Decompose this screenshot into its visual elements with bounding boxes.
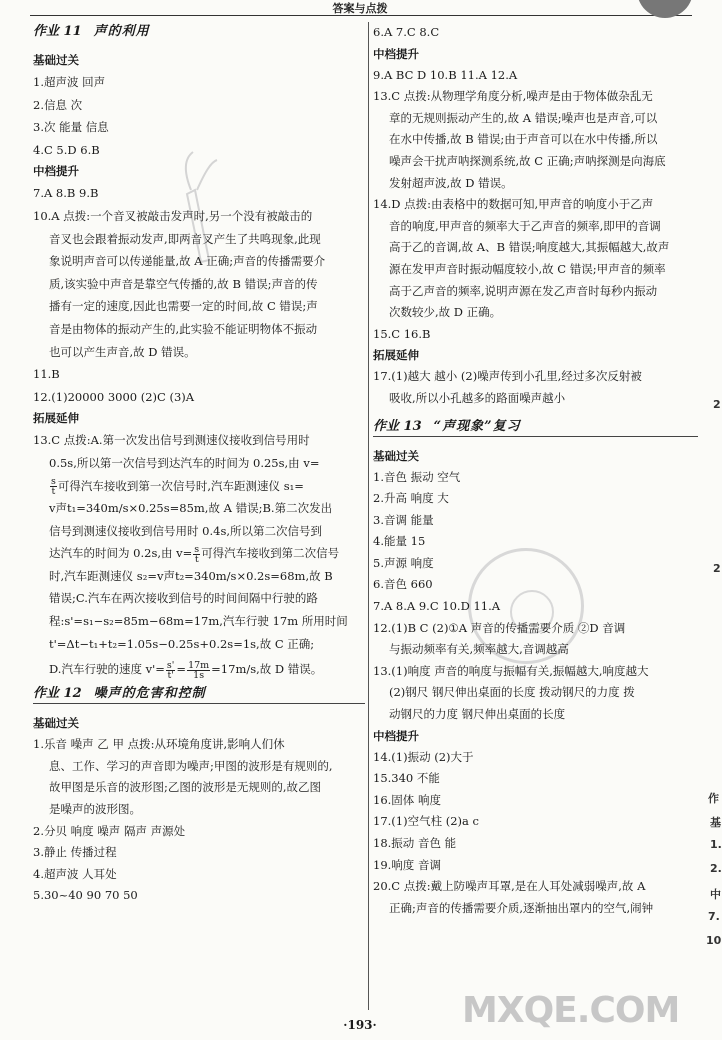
answer-line: 17.(1)空气柱 (2)a c (373, 814, 479, 829)
fraction-s-over-t (193, 545, 200, 564)
answer-line: 动钢尺的力度 钢尺伸出桌面的长度 (389, 707, 566, 722)
fraction-numerator: 17m (188, 659, 210, 671)
answer-line: 20.C 点拨:戴上防噪声耳罩,是在人耳处减弱噪声,故 A (373, 879, 646, 894)
fraction-numerator: s' (166, 659, 175, 671)
answer-line: 时,汽车距测速仪 s₂=v声t₂=340m/s×0.2s=68m,故 B (49, 568, 333, 583)
answer-line: 3.次 能量 信息 (33, 120, 109, 135)
answer-line: 与振动频率有关,频率越大,音调越高 (389, 642, 569, 657)
answer-line: 1.超声波 回声 (33, 75, 106, 89)
edge-glyph: 2 (713, 398, 721, 411)
answer-line: 15.C 16.B (373, 326, 431, 341)
answer-line: 象说明声音可以传递能量,故 A 正确;声音的传播需要介 (49, 254, 326, 269)
answer-line: 正确;声音的传播需要介质,逐渐抽出罩内的空气,闹钟 (389, 900, 654, 915)
fraction-numerator: s (194, 543, 200, 555)
answer-line: 19.响度 音调 (373, 857, 441, 872)
answer-line: 3.静止 传播过程 (33, 845, 117, 860)
hw13-basic-heading: 基础过关 (373, 448, 419, 463)
fraction-s-over-t (50, 477, 57, 496)
answer-line: 次数较少,故 D 正确。 (389, 305, 502, 320)
header-title: 答案与点拨 (332, 2, 388, 15)
answer-line: 在水中传播,故 B 错误;由于声音可以在水中传播,所以 (389, 132, 658, 147)
answer-text: 达汽车的时间为 0.2s,由 v= (49, 546, 193, 561)
answer-line: t'=Δt−t₁+t₂=1.05s−0.25s+0.2s=1s,故 C 正确; (49, 636, 315, 651)
hw11-name: 声的利用 (93, 24, 150, 39)
answer-line: 11.B (33, 367, 60, 382)
fraction-denominator: 1s (193, 669, 205, 681)
answer-line: 9.A BC D 10.B 11.A 12.A (373, 67, 518, 82)
edge-glyph: 基 (710, 816, 721, 829)
hw12-title (33, 685, 365, 704)
fraction-denominator: t' (167, 669, 174, 681)
answer-line: 12.(1)B C (2)①A 声音的传播需要介质 ②D 音调 (373, 620, 626, 635)
answer-line: 15.340 不能 (373, 771, 440, 786)
edge-glyph: 1. (710, 838, 722, 851)
answer-line: 7.A 8.A 9.C 10.D 11.A (373, 599, 501, 614)
answer-line: 13.C 点拨:A.第一次发出信号到测速仪接收到信号用时 (33, 433, 310, 448)
answer-line: 4.超声波 人耳处 (33, 866, 117, 881)
answer-line: 也可以产生声音,故 D 错误。 (49, 344, 196, 359)
answer-line-with-fraction (33, 475, 365, 498)
answer-line: 播有一定的速度,因此也需要一定的时间,故 C 错误;声 (49, 299, 318, 314)
answer-line: 4.能量 15 (373, 534, 426, 549)
answer-line: 13.C 点拨:从物理学角度分析,噪声是由于物体做杂乱无 (373, 89, 653, 104)
fraction-17m-over-1s (187, 661, 210, 680)
fraction-denominator: t (194, 553, 199, 565)
page-number: ·193· (343, 1018, 377, 1032)
answer-text: 可得汽车接收到第一次信号时,汽车距测速仪 s₁= (57, 478, 304, 493)
answer-line: 18.振动 音色 能 (373, 836, 457, 850)
hw13-mid-heading: 中档提升 (373, 728, 419, 743)
answer-line: 13.(1)响度 声音的响度与振幅有关,振幅越大,响度越大 (373, 663, 649, 678)
answer-line: 14.(1)振动 (2)大于 (373, 749, 474, 764)
hw12-mid-heading: 中档提升 (373, 46, 419, 61)
fraction-numerator: s (51, 476, 56, 487)
answer-line: 6.音色 660 (373, 577, 433, 592)
answer-line: 息、工作、学习的声音即为噪声;甲图的波形是有规则的, (49, 758, 333, 773)
answer-line: 发射超声波,故 D 错误。 (389, 175, 513, 190)
edge-glyph: 作 (708, 792, 719, 805)
answer-line: 错误;C.汽车在两次接收到信号的时间间隔中行驶的路 (49, 591, 318, 606)
edge-glyph: 7. (708, 910, 720, 923)
answer-line: 2.分贝 响度 噪声 隔声 声源处 (33, 823, 186, 838)
edge-glyph: 2. (710, 862, 722, 875)
hw13-title (373, 418, 698, 437)
header-rule (30, 15, 692, 16)
answer-text: 可得汽车接收到第二次信号 (201, 546, 340, 561)
answer-line: 1.乐音 噪声 乙 甲 点拨:从环境角度讲,影响人们休 (33, 737, 285, 752)
answer-line: 5.30~40 90 70 50 (33, 888, 138, 903)
answer-line: 1.音色 振动 空气 (373, 469, 461, 484)
edge-glyph: 中 (710, 888, 721, 901)
answer-line: 2.信息 次 (33, 97, 83, 112)
answer-line: 音是由物体的振动产生的,此实验不能证明物体不振动 (49, 321, 318, 336)
answer-line: 4.C 5.D 6.B (33, 142, 100, 157)
answer-line: 质,该实验中声音是靠空气传播的,故 B 错误;声音的传 (49, 276, 318, 291)
answer-line: 高于乙的音调,故 A、B 错误;响度越大,其振幅越大,故声 (389, 240, 670, 255)
answer-line: v声t₁=340m/s×0.25s=85m,故 A 错误;B.第二次发出 (49, 501, 333, 516)
page-header (0, 0, 720, 20)
answer-line: 音的响度,甲声音的频率大于乙声音的频率,即甲的音调 (389, 218, 661, 233)
answer-line: 10.A 点拨:一个音叉被敲击发声时,另一个没有被敲击的 (33, 208, 313, 223)
left-column (33, 22, 365, 907)
answer-line: 6.A 7.C 8.C (373, 25, 440, 39)
answer-line: 14.D 点拨:由表格中的数据可知,甲声音的响度小于乙声 (373, 197, 654, 212)
column-divider (368, 22, 369, 1010)
answer-line: 17.(1)越大 越小 (2)噪声传到小孔里,经过多次反射被 (373, 369, 642, 384)
answer-line: 源在发甲声音时振动幅度较小,故 C 错误;甲声音的频率 (389, 261, 666, 276)
answer-line: 高于乙声音的频率,说明声源在发乙声音时每秒内振动 (389, 283, 658, 298)
answer-text: D.汽车行驶的速度 v'= (49, 662, 165, 677)
fraction-denominator: t (51, 486, 56, 497)
edge-glyph: 10 (706, 934, 722, 947)
fraction-s-prime-over-t-prime (166, 661, 176, 680)
answer-line: 信号到测速仪接收到信号用时 0.4s,所以第二次信号到 (49, 523, 322, 538)
site-watermark: MXQE.COM (462, 990, 680, 1031)
hw12-ext-heading: 拓展延伸 (373, 348, 419, 363)
answer-line: 16.固体 响度 (373, 792, 441, 807)
answer-line: 章的无规则振动产生的,故 A 错误;噪声也是声音,可以 (389, 110, 658, 125)
answer-line-with-fraction (33, 655, 365, 683)
answer-line: 12.(1)20000 3000 (2)C (3)A (33, 389, 195, 404)
hw11-title (33, 22, 365, 42)
hw11-basic-heading: 基础过关 (33, 53, 79, 67)
hw12-number: 作业 12 (33, 686, 82, 702)
answer-line: 程:s'=s₁−s₂=85m−68m=17m,汽车行驶 17m 所用时间 (49, 614, 348, 629)
answer-line-with-fraction (33, 542, 365, 565)
answer-line: 噪声会干扰声呐探测系统,故 C 正确;声呐探测是向海底 (389, 153, 666, 168)
answer-line: (2)钢尺 钢尺伸出桌面的长度 拨动钢尺的力度 拨 (389, 685, 635, 700)
hw13-name: “声现象”复习 (433, 418, 521, 434)
answer-line: 5.声源 响度 (373, 555, 434, 570)
hw11-ext-heading: 拓展延伸 (33, 411, 79, 426)
right-column (373, 22, 698, 919)
hw13-number: 作业 13 (373, 418, 422, 434)
answer-line: 7.A 8.B 9.B (33, 186, 99, 201)
answer-line: 3.音调 能量 (373, 512, 434, 527)
answer-line: 故甲图是乐音的波形图;乙图的波形是无规则的,故乙图 (49, 780, 322, 795)
edge-glyph: 2 (713, 562, 721, 575)
hw11-number: 作业 11 (33, 24, 82, 39)
answer-text: =17m/s,故 D 错误。 (211, 662, 323, 677)
hw12-name: 噪声的危害和控制 (93, 686, 206, 702)
answer-line: 2.升高 响度 大 (373, 491, 449, 506)
answer-line: 音叉也会跟着振动发声,即两音叉产生了共鸣现象,此现 (49, 231, 321, 246)
hw12-basic-heading: 基础过关 (33, 716, 79, 731)
answer-text: = (176, 662, 187, 677)
hw11-mid-heading: 中档提升 (33, 164, 79, 179)
answer-line: 0.5s,所以第一次信号到达汽车的时间为 0.25s,由 v= (49, 455, 320, 470)
answer-line: 是噪声的波形图。 (49, 802, 141, 817)
answer-line: 吸收,所以小孔越多的路面噪声越小 (389, 390, 566, 405)
